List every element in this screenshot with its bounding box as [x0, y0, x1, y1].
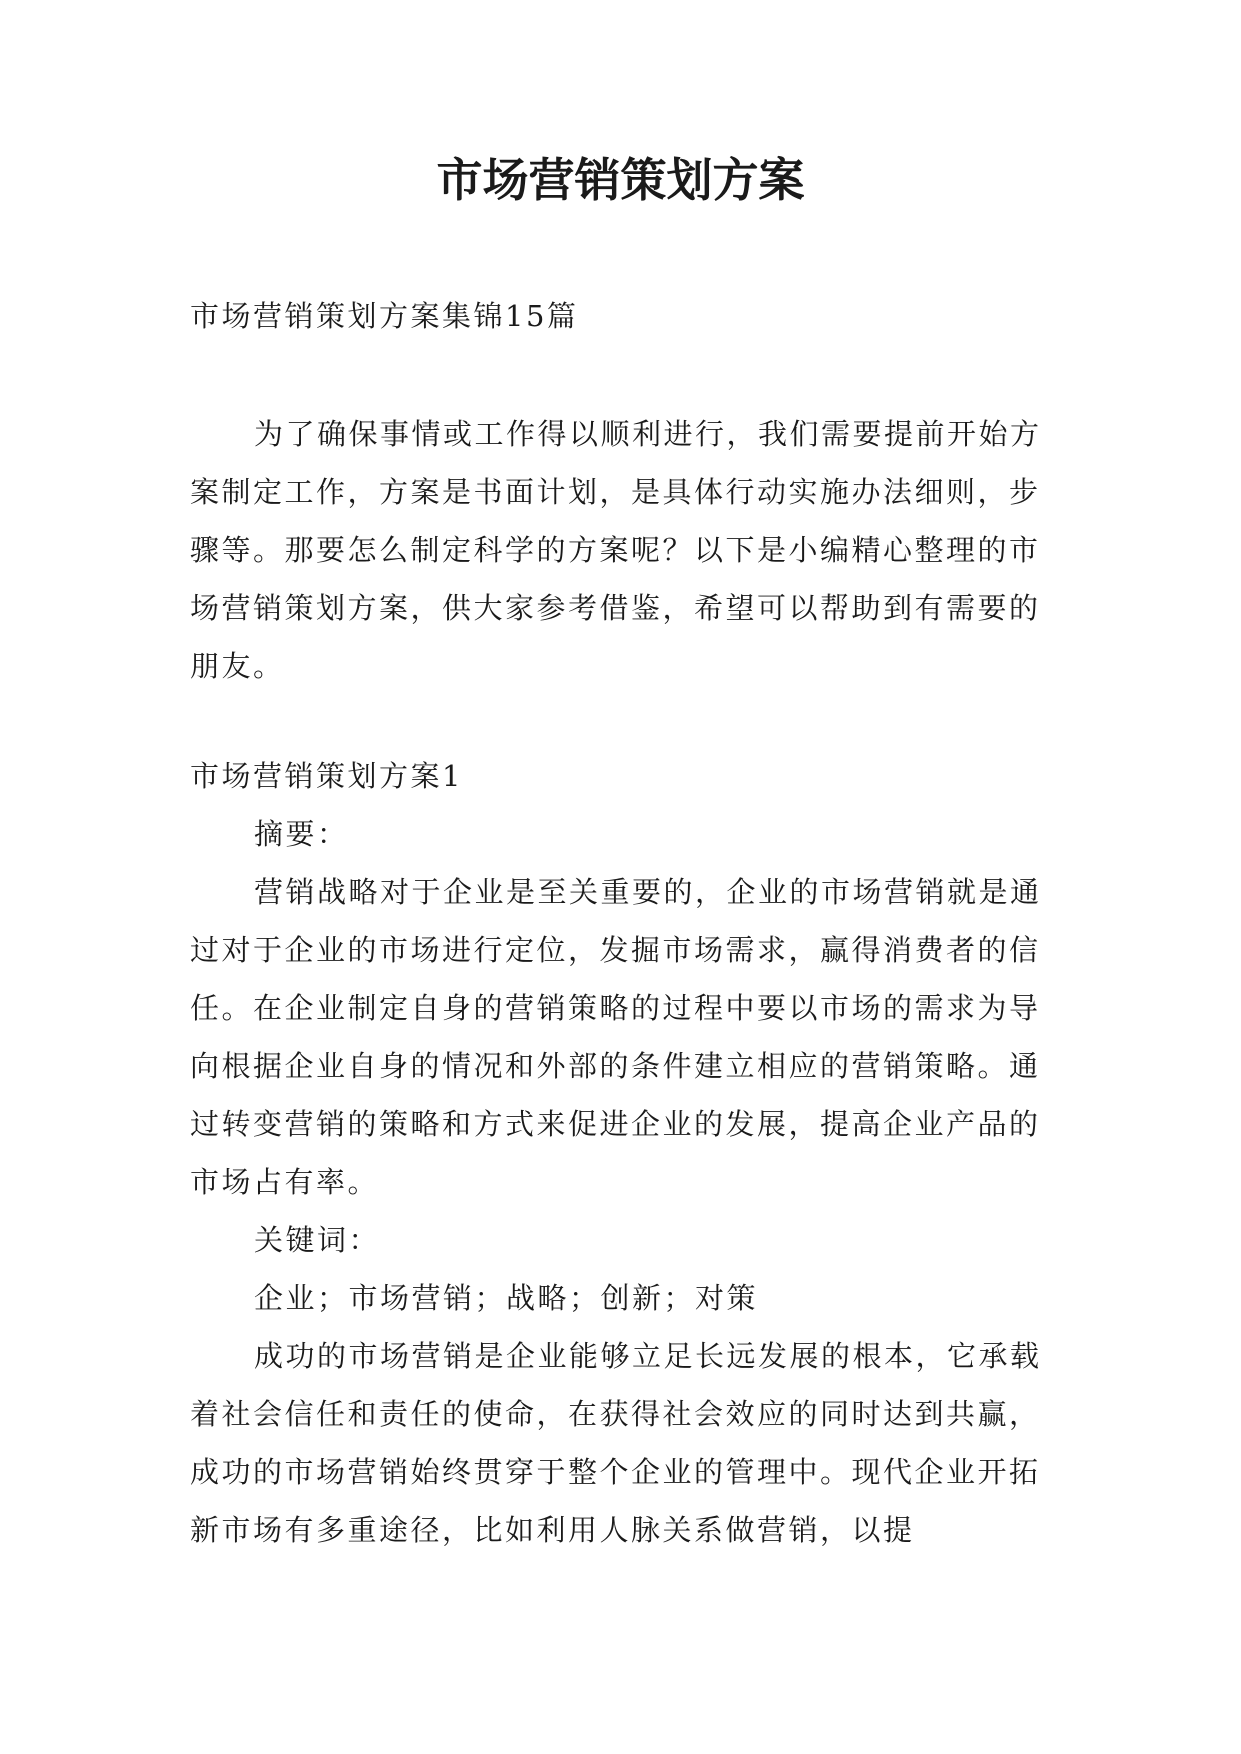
- document-body: [190, 287, 1055, 1559]
- spacer: [190, 695, 1055, 747]
- spacer: [190, 345, 1055, 405]
- document-subtitle: 市场营销策划方案集锦15篇: [190, 299, 579, 333]
- abstract-paragraph: 营销战略对于企业是至关重要的，企业的市场营销就是通过对于企业的市场进行定位，发掘市场需求，赢得消费者的信任。在企业制定自身的营销策略的过程中要以市场的需求为导向根据企业自身的情况和外部的条件建立相应的营销策略。通过转变营销的策略和方式来促进企业的发展，提高企业产品的市场占有率。: [190, 875, 1042, 1199]
- keywords-list: 企业；市场营销；战略；创新；对策: [254, 1281, 759, 1315]
- section-heading: 市场营销策划方案1: [190, 759, 463, 793]
- page-title: 市场营销策划方案: [436, 153, 805, 207]
- abstract-label: 摘要：: [254, 817, 349, 851]
- keywords-label: 关键词：: [254, 1223, 381, 1257]
- intro-paragraph: 为了确保事情或工作得以顺利进行，我们需要提前开始方案制定工作，方案是书面计划，是具体行动实施办法细则，步骤等。那要怎么制定科学的方案呢？以下是小编精心整理的市场营销策划方案，供大家参考借鉴，希望可以帮助到有需要的朋友。: [190, 417, 1042, 683]
- body-paragraph: 成功的市场营销是企业能够立足长远发展的根本，它承载着社会信任和责任的使命，在获得社会效应的同时达到共赢，成功的市场营销始终贯穿于整个企业的管理中。现代企业开拓新市场有多重途径，比如利用人脉关系做营销，以提: [190, 1339, 1042, 1547]
